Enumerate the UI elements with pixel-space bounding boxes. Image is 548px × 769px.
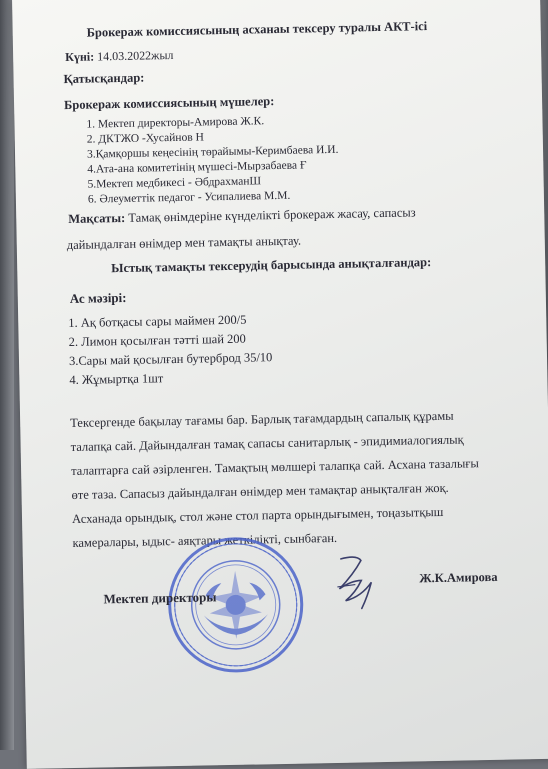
members-heading: Брокераж комиссиясының мүшелер:	[63, 94, 275, 113]
findings-line: талаптарға сай әзірленген. Тамақтың мөлшері талапқа сай. Асхана тазалығы	[70, 456, 479, 479]
document-date	[65, 48, 174, 65]
purpose-line-2: дайындалған өнімдер мен тамақты анықтау.	[66, 233, 302, 253]
date-value: 14.03.2022жыл	[96, 47, 174, 64]
menu-item: 3.Сары май қосылған бутерброд 35/10	[68, 350, 273, 369]
findings-line: талапқа сай. Дайындалған тамақ сапасы санитарлық - эпидимиалогиялық	[70, 432, 464, 455]
handwritten-signature	[331, 550, 384, 613]
document-title: Брокераж комиссиясының асханаы тексеру туралы АКТ-ісі	[86, 19, 428, 40]
findings-line: Тексергенде бақылау тағамы бар. Барлық тағамдардың сапалық құрамы	[70, 408, 454, 431]
findings-line: Асханада орындық, стол және стол парта орындығымен, тоңазытқыш	[71, 504, 444, 527]
purpose-text: Тамақ өнімдеріне күнделікті брокераж жасау, сапасыз	[125, 205, 416, 225]
participants-heading: Қатысқандар:	[63, 70, 145, 87]
member-item: 6. Әлеуметтік педагог - Усипалиева М.М.	[87, 189, 291, 206]
member-item: 3.Қамқоршы кеңесінің төрайымы-Керимбаева И.И.	[86, 143, 339, 161]
member-item: 1. Мектеп директоры-Амирова Ж.К.	[86, 115, 265, 131]
menu-item: 1. Ақ ботқасы сары маймен 200/5	[68, 312, 247, 331]
menu-heading: Ас мәзірі:	[69, 289, 127, 307]
findings-line: өте таза. Сапасыз дайындалған өнімдер мен тамақтар анықталған жоқ.	[71, 480, 449, 503]
member-item: 2. ДКТЖО -Хусайнов Н	[86, 131, 204, 146]
menu-item: 4. Жұмыртқа 1шт	[69, 371, 164, 388]
date-label: Күні:	[65, 49, 95, 65]
menu-item: 2. Лимон қосылған тәтті шай 200	[68, 331, 246, 350]
document-page	[12, 0, 548, 769]
member-item: 5.Мектеп медбикесі - ӘбдрахманШ	[87, 175, 262, 191]
inspection-heading: Ыстық тамақты тексерудің барысында анықталғандар:	[111, 255, 432, 276]
signatory-name: Ж.К.Амирова	[419, 569, 498, 586]
purpose-label: Мақсаты:	[68, 210, 126, 227]
purpose-line	[68, 205, 416, 227]
background-edge-left	[0, 0, 14, 750]
findings-line: камералары, ыдыс- аяқтары жеткілікті, сынбаған.	[72, 530, 338, 551]
signatory-title: Мектеп директоры	[103, 589, 217, 607]
member-item: 4.Ата-ана комитетінің мүшесі-Мырзабаева Ғ	[87, 159, 307, 176]
